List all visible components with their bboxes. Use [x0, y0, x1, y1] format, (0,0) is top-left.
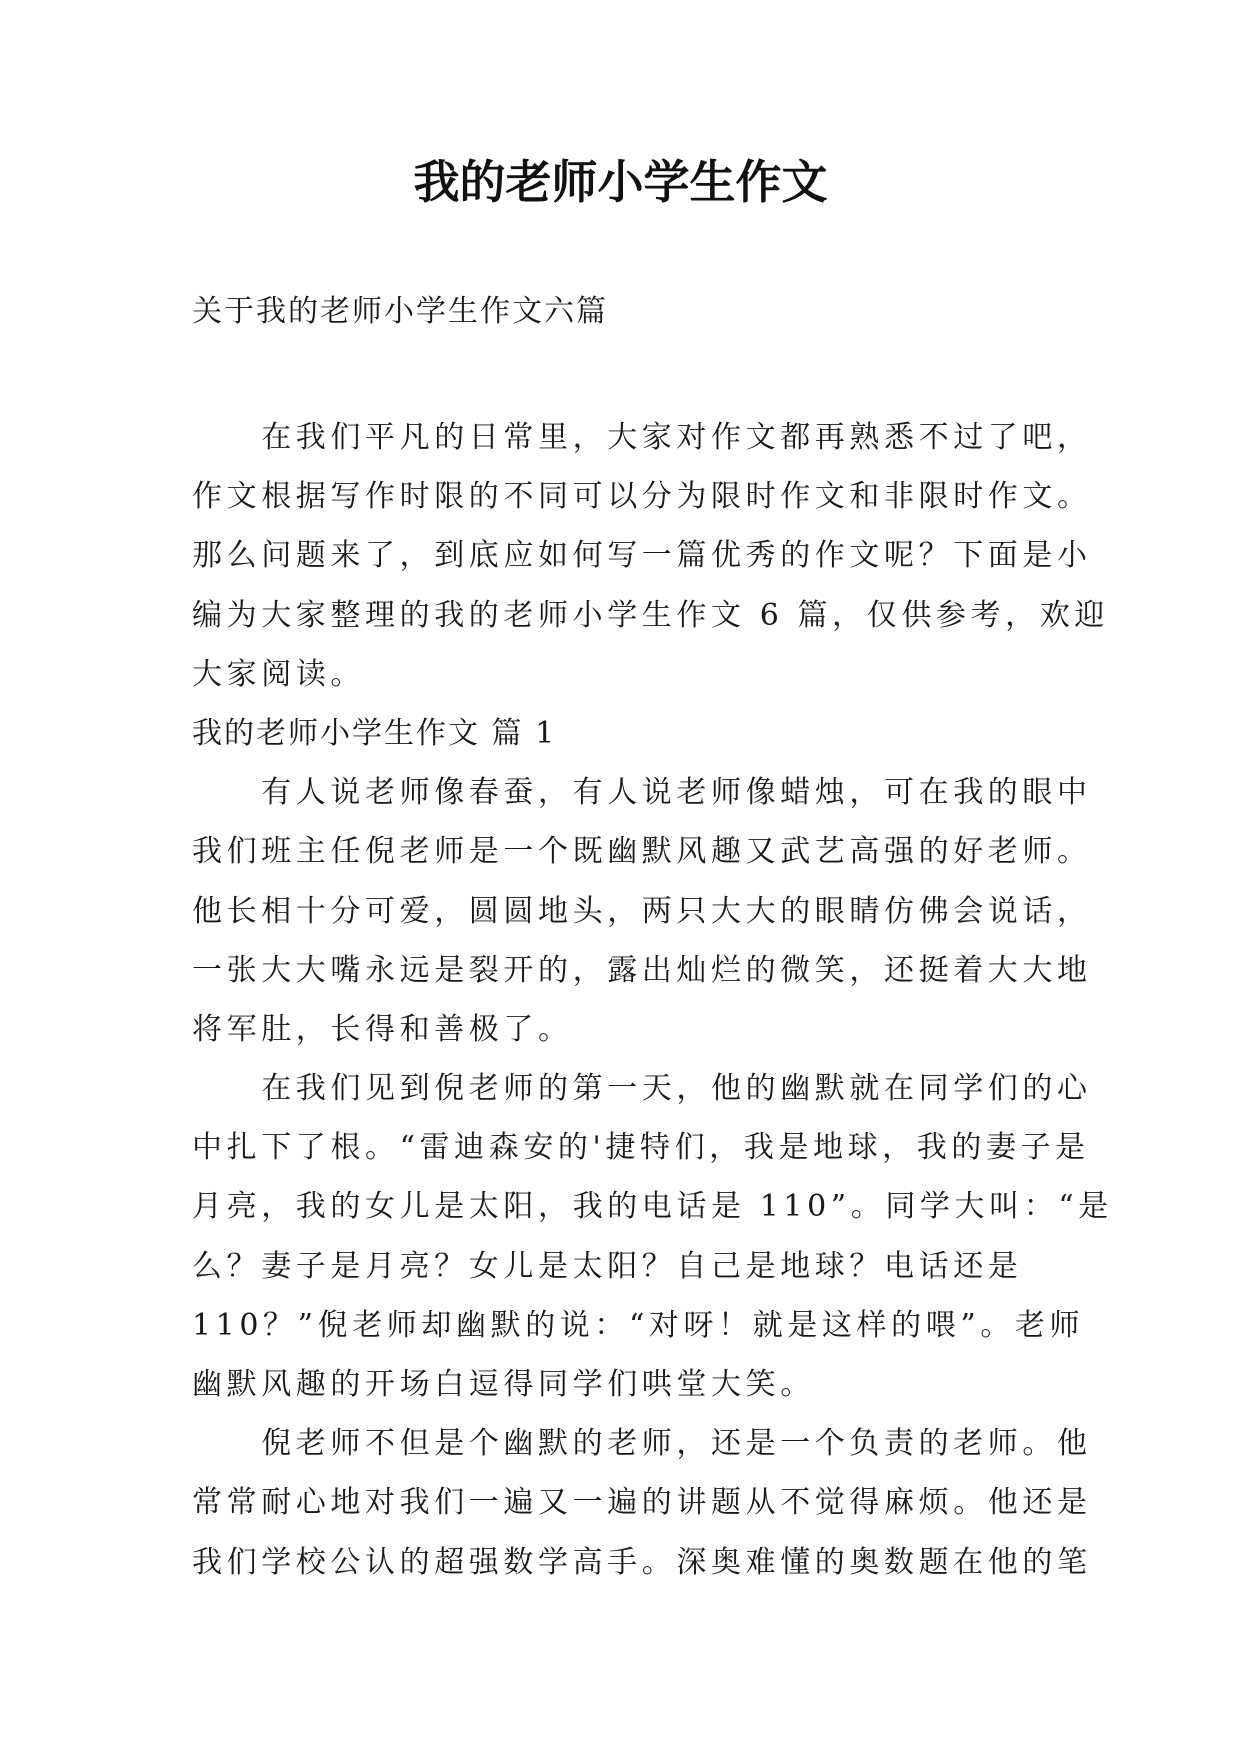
text-line: 中扎下了根。“雷迪森安的'捷特们，我是地球，我的妻子是	[192, 1130, 1090, 1166]
text-line: 大家阅读。	[192, 656, 365, 692]
text-line: 一张大大嘴永远是裂开的，露出灿烂的微笑，还挺着大大地	[192, 952, 1092, 988]
text-line: 幽默风趣的开场白逗得同学们哄堂大笑。	[192, 1367, 815, 1402]
text-line: 我们学校公认的超强数学高手。深奥难懂的奥数题在他的笔	[192, 1544, 1092, 1580]
text-line: 在我们平凡的日常里，大家对作文都再熟悉不过了吧，	[192, 420, 1092, 455]
text-line: 那么问题来了，到底应如何写一篇优秀的作文呢？下面是小	[192, 538, 1092, 574]
text-line: 编为大家整理的我的老师小学生作文 6 篇，仅供参考，欢迎	[192, 597, 1109, 633]
text-line: 月亮，我的女儿是太阳，我的电话是 110”。同学大叫：“是	[192, 1189, 1113, 1225]
text-line: 将军肚，长得和善极了。	[192, 1011, 573, 1047]
text-line: 倪老师不但是个幽默的老师，还是一个负责的老师。他	[192, 1426, 1092, 1462]
text-line: 有人说老师像春蚕，有人说老师像蜡烛，可在我的眼中	[192, 775, 1092, 811]
document-subtitle: 关于我的老师小学生作文六篇	[192, 294, 608, 329]
text-line: 他长相十分可爱，圆圆地头，两只大大的眼睛仿佛会说话，	[192, 893, 1092, 929]
text-line: 常常耐心地对我们一遍又一遍的讲题从不觉得麻烦。他还是	[192, 1485, 1092, 1521]
section-heading: 我的老师小学生作文 篇 1	[192, 715, 557, 751]
document-title: 我的老师小学生作文	[413, 155, 828, 209]
text-line: 我们班主任倪老师是一个既幽默风趣又武艺高强的好老师。	[192, 834, 1092, 870]
text-line: 110？”倪老师却幽默的说：“对呀！就是这样的喂”。老师	[192, 1307, 1085, 1343]
text-line: 在我们见到倪老师的第一天，他的幽默就在同学们的心	[192, 1071, 1092, 1107]
document-body	[192, 408, 1113, 1592]
text-line: 么？妻子是月亮？女儿是太阳？自己是地球？电话还是	[192, 1248, 1023, 1284]
text-line: 作文根据写作时限的不同可以分为限时作文和非限时作文。	[192, 479, 1092, 515]
